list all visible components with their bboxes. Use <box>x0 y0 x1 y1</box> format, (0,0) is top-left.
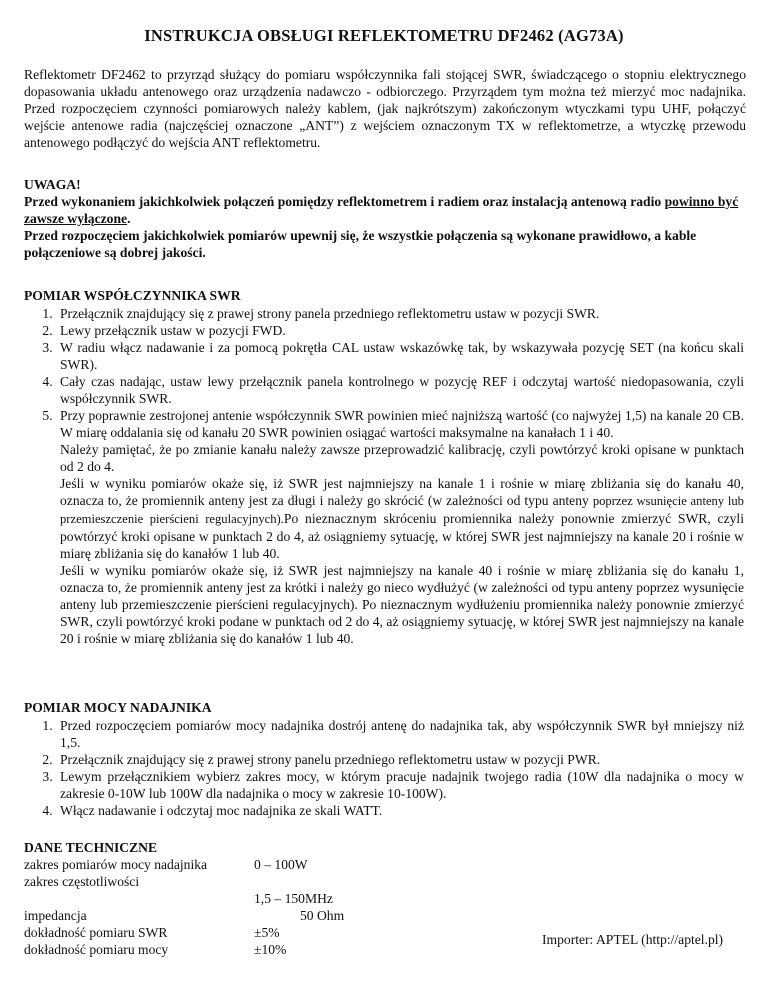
swr-step-5-small-text: poprzez wsunięcie anteny lub przemieszczenie pierścieni regulacyjnych). <box>60 494 744 526</box>
spec-impedance-label: impedancja <box>24 908 87 923</box>
spec-swr-accuracy-value: ±5% <box>254 925 280 940</box>
warning-heading: UWAGA! <box>24 177 81 192</box>
swr-step-5-paragraph-3 <box>60 475 744 562</box>
swr-steps-list <box>24 305 744 647</box>
intro-paragraph: Reflektometr DF2462 to przyrząd służący do pomiaru współczynnika fali stojącej SWR, świadczącego o stopniu elektrycznego dopasowania układu antenowego oraz urządzenia nadawczo - odbiorczego. Przyrządem tym można też mierzyć moc nadajnika. Przed rozpoczęciem czynności pomiarowych należy kablem, (jak najkrótszym) zakończonym wtyczkami typu UHF, połączyć wejście antenowe radia (najczęściej oznaczone „ANT”) z wejściem oznaczonym TX w reflektometrze, a wtyczkę przewodu antenowego podłączyć do wejścia ANT reflektometru. <box>24 67 746 150</box>
warning-line-1 <box>24 193 746 227</box>
spec-power-accuracy-label: dokładność pomiaru mocy <box>24 942 169 957</box>
swr-step: 2. Lewy przełącznik ustaw w pozycji FWD. <box>56 322 744 339</box>
spec-power-accuracy-value: ±10% <box>254 942 287 957</box>
power-steps-list <box>24 717 744 819</box>
warning-line-2: Przed rozpoczęciem jakichkolwiek pomiarów upewnij się, że wszystkie połączenia są wykonane prawidłowo, a kable połączeniowe są dobrej jakości. <box>24 228 697 260</box>
warning-underlined-text: powinno być zawsze wyłączone <box>24 194 739 226</box>
swr-step-5-paragraph-4: Jeśli w wyniku pomiarów okaże się, iż SWR jest najmniejszy na kanale 40 i rośnie w miarę zbliżania się do kanału 1, oznacza to, że promiennik anteny jest za krótki i należy go nieco wydłużyć (w zależności od typu anteny poprzez wysunięcie anteny lub przemieszczenie pierścieni regulacyjnych). Po nieznacznym wydłużeniu promiennika należy ponownie zmierzyć SWR, czyli powtórzyć kroki podane w punktach od 2 do 4, aż osiągniemy sytuację, w której SWR jest najmniejszy na kanale 20 i rośnie w miarę zbliżania się do kanałów 1 lub 40. <box>60 563 744 646</box>
spec-frequency-value: 1,5 – 150MHz <box>254 891 333 906</box>
swr-step-5-paragraph-3-text: Jeśli w wyniku pomiarów okaże się, iż SWR jest najmniejszy na kanale 1 i rośnie w miarę zbliżania się do kanału 40, oznacza to, że promiennik anteny jest za długi i należy go skrócić (w zależności od typu anteny <box>60 476 744 508</box>
swr-step-5-paragraph-1: 5. Przy poprawnie zestrojonej antenie współczynnik SWR powinien mieć najniższą wartość (co najwyżej 1,5) na kanale 20 CB. W miarę oddalania się od kanału 20 SWR powinien osiągać wartości maksymalne na kanałach 1 i 40. <box>60 408 744 440</box>
swr-step-5-paragraph-2: Należy pamiętać, że po zmianie kanału należy zawsze przeprowadzić kalibrację, czyli powtórzyć kroki opisane w punktach od 2 do 4. <box>60 442 744 474</box>
document-title: INSTRUKCJA OBSŁUGI REFLEKTOMETRU DF2462 (AG73A) <box>144 26 624 45</box>
power-step: 3. Lewym przełącznikiem wybierz zakres mocy, w którym pracuje nadajnik twojego radia (10W dla nadajnika o mocy w zakresie 0-10W lub 100W dla nadajnika o mocy w zakresie 10-100W). <box>56 768 744 802</box>
warning-block <box>24 176 746 261</box>
specs-heading: DANE TECHNICZNE <box>24 840 158 855</box>
importer-note: Importer: APTEL (http://aptel.pl) <box>542 932 724 947</box>
spec-swr-accuracy-label: dokładność pomiaru SWR <box>24 925 168 940</box>
warning-line-1-text: Przed wykonaniem jakichkolwiek połączeń pomiędzy reflektometrem i radiem oraz instalacją antenową radio <box>24 194 665 209</box>
spec-frequency-label: zakres częstotliwości <box>24 874 140 889</box>
spec-power-range-value: 0 – 100W <box>254 857 308 872</box>
swr-step: 1. Przełącznik znajdujący się z prawej strony panela przedniego reflektometru ustaw w pozycji SWR. <box>56 305 744 322</box>
swr-step: 3. W radiu włącz nadawanie i za pomocą pokrętła CAL ustaw wskazówkę tak, by wskazywała pozycję SET (na końcu skali SWR). <box>56 339 744 373</box>
power-step: 1. Przed rozpoczęciem pomiarów mocy nadajnika dostrój antenę do nadajnika tak, aby współczynnik SWR był mniejszy niż 1,5. <box>56 717 744 751</box>
swr-step-5-paragraph-3-end: Po nieznacznym skróceniu promiennika należy ponownie zmierzyć SWR, czyli powtórzyć kroki opisane w punktach 2 do 4, aż osiągniemy sytuację, w której SWR jest najmniejszy na kanale 20 i rośnie w miarę zbliżania się do kanałów 1 lub 40. <box>60 511 744 561</box>
swr-step: 4. Cały czas nadając, ustaw lewy przełącznik panela kontrolnego w pozycję REF i odczytaj wartość niedopasowania, czyli współczynnik SWR. <box>56 373 744 407</box>
spec-power-range-label: zakres pomiarów mocy nadajnika <box>24 857 208 872</box>
swr-step <box>56 407 744 647</box>
power-step: 4. Włącz nadawanie i odczytaj moc nadajnika ze skali WATT. <box>56 802 744 819</box>
warning-line-1-end: . <box>127 211 131 226</box>
spec-impedance-value: 50 Ohm <box>300 908 345 923</box>
power-step: 2. Przełącznik znajdujący się z prawej strony panelu przedniego reflektometru ustaw w pozycji PWR. <box>56 751 744 768</box>
power-section-heading: POMIAR MOCY NADAJNIKA <box>24 700 212 715</box>
swr-section-heading: POMIAR WSPÓŁCZYNNIKA SWR <box>24 288 241 303</box>
